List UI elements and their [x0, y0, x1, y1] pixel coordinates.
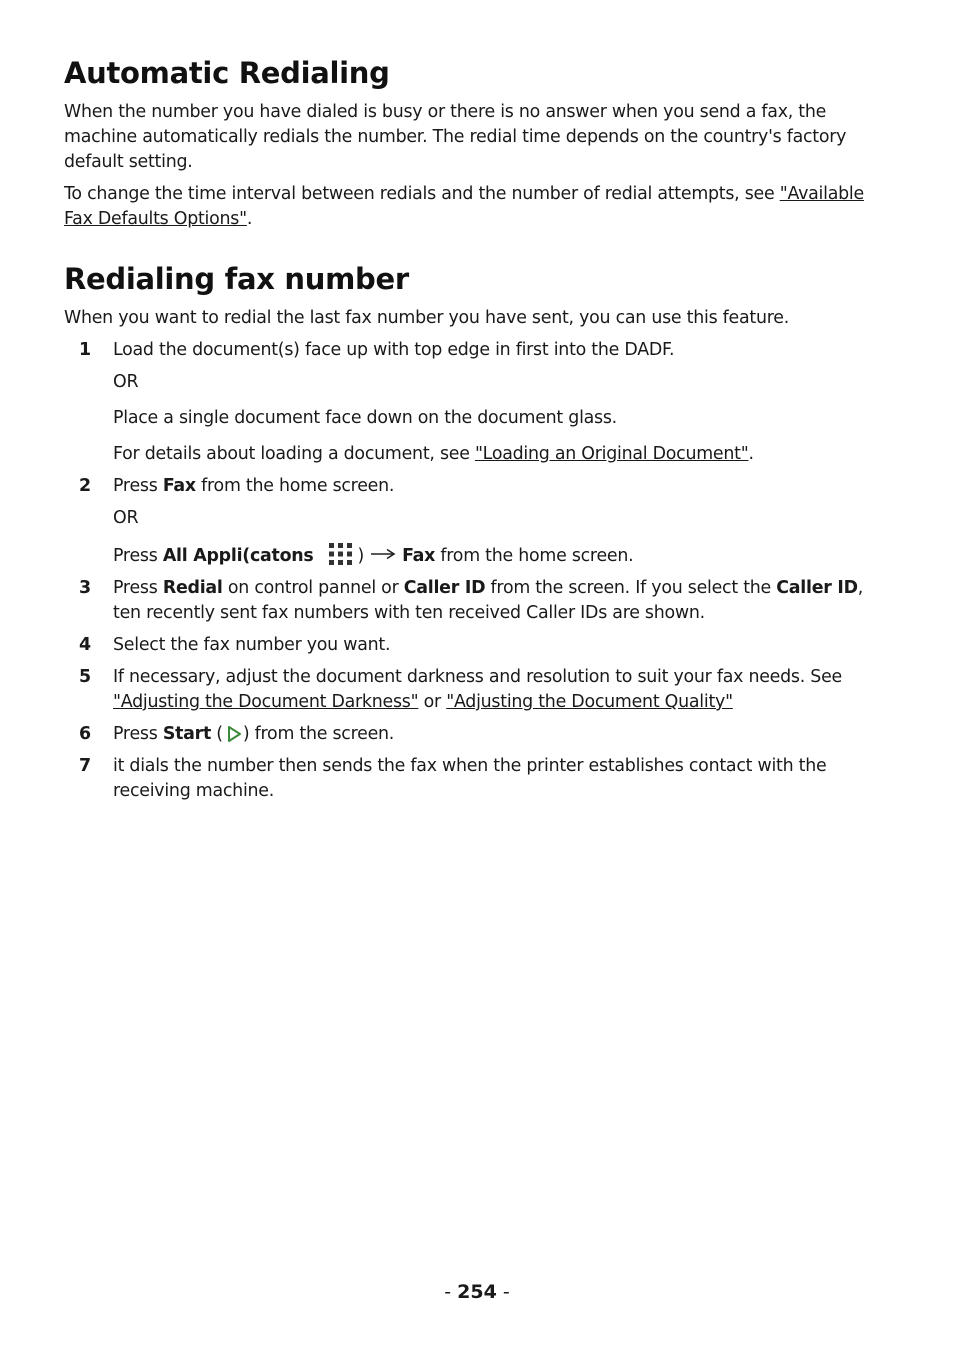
- text: .: [748, 444, 754, 464]
- list-item: [64, 633, 890, 658]
- start-icon: [226, 725, 242, 743]
- list-item: [64, 338, 890, 467]
- step-text: [113, 665, 890, 715]
- list-item: [64, 722, 890, 747]
- link-available-fax-defaults[interactable]: "Available Fax Defaults Options": [64, 184, 864, 229]
- text: -: [496, 1281, 510, 1303]
- text: -: [444, 1281, 458, 1303]
- text: Press: [113, 578, 163, 598]
- steps-list: [64, 338, 890, 804]
- text: Press: [113, 546, 163, 566]
- text: from the home screen.: [195, 476, 395, 496]
- caller-id-label: Caller ID: [776, 578, 858, 598]
- text: ) from the screen.: [242, 724, 395, 744]
- text: ): [357, 546, 365, 566]
- right-arrow-icon: [370, 548, 396, 560]
- or-text: OR: [113, 372, 139, 392]
- step-text: Select the fax number you want.: [113, 635, 391, 655]
- step-number: 7: [79, 756, 92, 776]
- start-label: Start: [162, 724, 212, 744]
- step-text: Load the document(s) face up with top edge in first into the DADF.: [113, 340, 675, 360]
- all-applications-label: All Appli(catons: [162, 546, 314, 566]
- fax-label: Fax: [402, 546, 436, 566]
- text: from the home screen.: [435, 546, 634, 566]
- text: .: [246, 209, 253, 229]
- text: Press: [113, 476, 163, 496]
- redial-label: Redial: [162, 578, 223, 598]
- text: To change the time interval between redials and the number of redial attempts, see: [64, 184, 780, 204]
- paragraph: [64, 182, 890, 232]
- page-number: [0, 1279, 954, 1305]
- step-number: 4: [79, 635, 92, 655]
- caller-id-label: Caller ID: [403, 578, 486, 598]
- text: Press: [113, 724, 163, 744]
- step-number: 1: [79, 340, 92, 360]
- step-text: [113, 474, 890, 499]
- or-text: OR: [113, 508, 139, 528]
- link-adjusting-document-quality[interactable]: "Adjusting the Document Quality": [446, 692, 733, 712]
- section-title-redialing-fax-number: Redialing fax number: [64, 262, 409, 296]
- list-item: [64, 576, 890, 626]
- grid-icon: [328, 542, 354, 566]
- step-text: it dials the number then sends the fax when the printer establishes contact with the receiving machine.: [113, 756, 827, 801]
- paragraph: When the number you have dialed is busy or there is no answer when you send a fax, the machine automatically redials the number. The redial time depends on the country's factory default setting.: [64, 102, 847, 172]
- text: For details about loading a document, see: [113, 444, 475, 464]
- text: from the screen. If you select the: [485, 578, 777, 598]
- paragraph: When you want to redial the last fax number you have sent, you can use this feature.: [64, 308, 789, 328]
- step-text: Place a single document face down on the document glass.: [113, 408, 617, 428]
- list-item: [64, 754, 890, 804]
- step-number: 6: [79, 724, 92, 744]
- document-page: [64, 54, 890, 811]
- text: , ten recently sent fax numbers with ten received Caller IDs are shown.: [113, 578, 864, 623]
- link-adjusting-document-darkness[interactable]: "Adjusting the Document Darkness": [113, 692, 419, 712]
- list-item: [64, 665, 890, 715]
- page-number-value: 254: [457, 1281, 497, 1303]
- list-item: [64, 474, 890, 569]
- step-number: 3: [79, 578, 92, 598]
- step-number: 2: [79, 476, 92, 496]
- step-text: [113, 576, 890, 626]
- text: If necessary, adjust the document darkness and resolution to suit your fax needs. See: [113, 667, 842, 687]
- fax-label: Fax: [162, 476, 196, 496]
- step-text: [113, 442, 890, 467]
- step-text: [113, 722, 890, 747]
- section-title-automatic-redialing: Automatic Redialing: [64, 56, 390, 90]
- text: or: [418, 692, 447, 712]
- text: on control pannel or: [222, 578, 404, 598]
- step-text: [113, 542, 890, 569]
- step-number: 5: [79, 667, 92, 687]
- text: (: [211, 724, 223, 744]
- link-loading-original-document[interactable]: "Loading an Original Document": [474, 444, 749, 464]
